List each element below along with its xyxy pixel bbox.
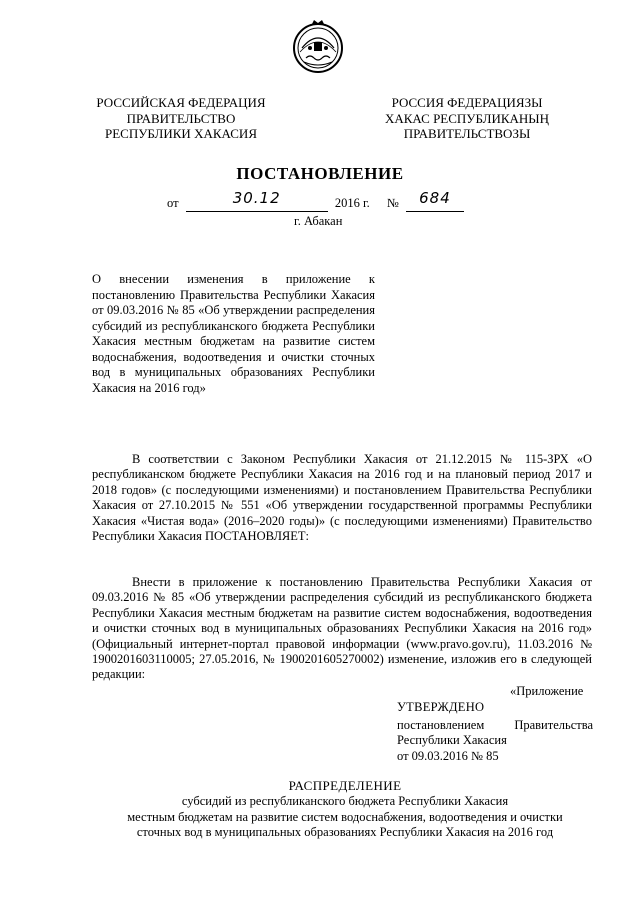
header-right-line: ПРАВИТЕЛЬСТВОЗЫ <box>403 126 531 141</box>
approval-block <box>397 700 593 764</box>
approval-line: Республики Хакасия <box>397 733 507 747</box>
number-field <box>406 189 464 212</box>
coat-of-arms-emblem <box>290 18 346 74</box>
approval-head: УТВЕРЖДЕНО <box>397 700 485 714</box>
header-right-line: ХАКАС РЕСПУБЛИКАНЫҢ <box>384 110 550 126</box>
subject-text: О внесении изменения в приложение к постановлению Правительства Республики Хакасия от 09.03.2016 № 85 «Об утверждении распределения субсидий из республиканского бюджета Республики Хакасия местным бюджетам на развитие систем водоснабжения, водоотведения и очистки сточных вод в муниципальных образованиях Республики Хакасия на 2016 год» <box>92 272 375 395</box>
header-left-line: РОССИЙСКАЯ ФЕДЕРАЦИЯ <box>96 95 266 110</box>
distribution-block <box>60 778 630 841</box>
number-label: № <box>386 196 399 210</box>
document-title: ПОСТАНОВЛЕНИЕ <box>236 164 404 183</box>
date-field <box>186 189 328 212</box>
body-text-2: Внести в приложение к постановлению Правительства Республики Хакасия от 09.03.2016 № 85 «Об утверждении распределения субсидий из республиканского бюджета Республики Хакасия местным бюджетам на развитие систем водоснабжения, водоотведения и очистки сточных вод в муниципальных образованиях Республики Хакасия на 2016 год» (Официальный интернет-портал правовой информации (www.pravo.gov.ru), 11.03.2016 № 1900201603110005; 27.05.2016, № 1900201605270002) изменение, изложив его в следующей редакции: <box>92 575 592 682</box>
annex-label: «Приложение <box>510 684 584 698</box>
handwritten-date: 30.12 <box>232 189 281 207</box>
header-left-block <box>88 95 274 142</box>
city-label: г. Абакан <box>294 214 343 228</box>
header-right-line: РОССИЯ ФЕДЕРАЦИЯЗЫ <box>391 95 543 110</box>
approval-line: постановлением Правительства <box>397 717 593 732</box>
distribution-line: субсидий из республиканского бюджета Республики Хакасия <box>181 793 509 808</box>
distribution-title: РАСПРЕДЕЛЕНИЕ <box>288 778 402 793</box>
coat-of-arms-icon <box>290 18 346 74</box>
subject-block <box>92 272 375 396</box>
distribution-line: местным бюджетам на развитие систем водоснабжения, водоотведения и очистки <box>127 809 563 824</box>
from-label: от <box>167 196 179 210</box>
header-left-line: ПРАВИТЕЛЬСТВО <box>126 110 236 126</box>
header-right-block <box>374 95 560 142</box>
body-paragraph-1 <box>92 452 592 544</box>
year-label: 2016 г. <box>334 196 370 210</box>
header-left-line: РЕСПУБЛИКИ ХАКАСИЯ <box>104 126 257 141</box>
handwritten-number: 684 <box>419 189 451 207</box>
body-paragraph-2 <box>92 575 592 683</box>
approval-line: от 09.03.2016 № 85 <box>397 748 499 763</box>
distribution-line: сточных вод в муниципальных образованиях Республики Хакасия на 2016 год <box>136 825 554 840</box>
date-number-line <box>167 189 464 212</box>
body-text-1: В соответствии с Законом Республики Хакасия от 21.12.2015 № 115-ЗРХ «О республиканском бюджете Республики Хакасия на 2016 год и на плановый период 2017 и 2018 годов» (с последующими изменениями) и постановлением Правительства Республики Хакасия от 27.10.2015 № 551 «Об утверждении государственной программы Республики Хакасия «Чистая вода» (2016–2020 годы)» (с последующими изменениями) Правительство Республики Хакасия ПОСТАНОВЛЯЕТ: <box>92 452 592 544</box>
